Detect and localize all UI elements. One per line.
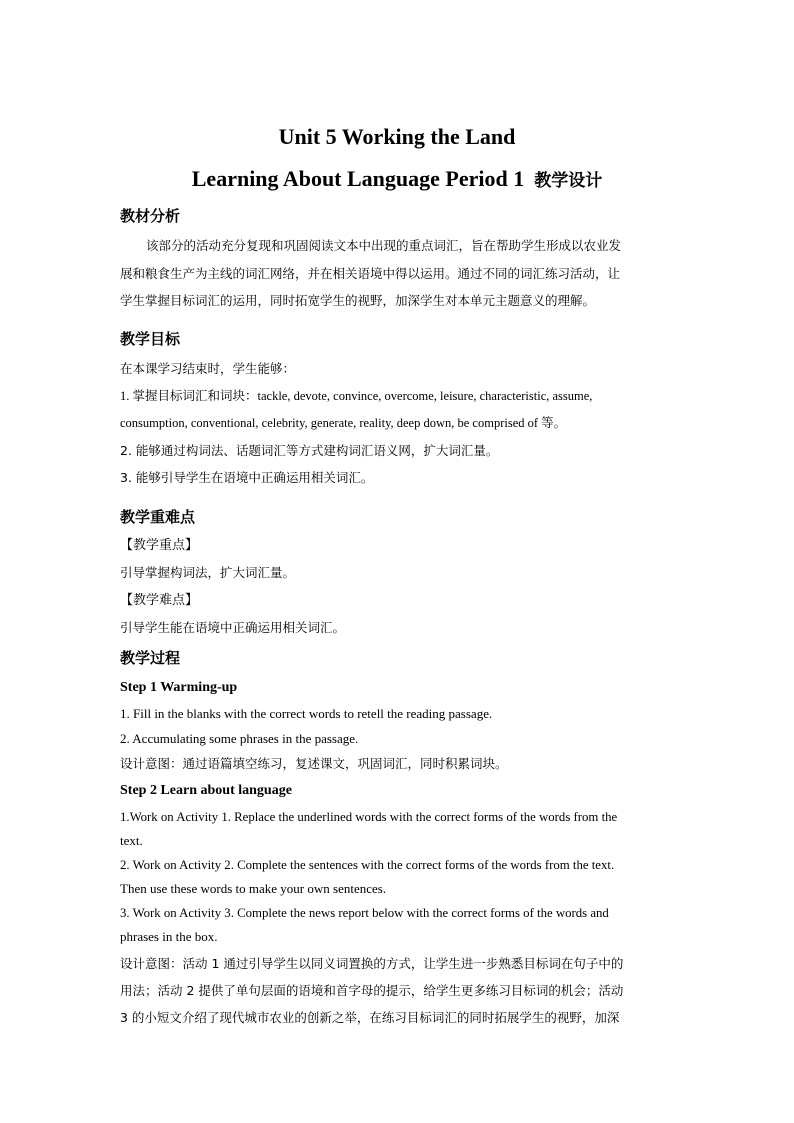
step-1-title: Step 1 Warming-up — [120, 680, 238, 695]
step-2-item-3-line-2: phrases in the box. — [120, 929, 218, 944]
difficult-points-text: 引导学生能在语境中正确运用相关词汇。 — [120, 620, 346, 635]
goal-item-2: 2. 能够通过构词法、话题词汇等方式建构词汇语义网，扩大词汇量。 — [120, 443, 499, 458]
heading-key-difficult-points: 教学重难点 — [120, 508, 196, 526]
analysis-line-1: 该部分的活动充分复现和巩固阅读文本中出现的重点词汇，旨在帮助学生形成以农业发 — [146, 238, 622, 253]
step-1-item-2: 2. Accumulating some phrases in the passage. — [120, 731, 359, 746]
step-2-item-2-line-1: 2. Work on Activity 2. Complete the sentences with the correct forms of the words from the text. — [120, 858, 615, 872]
goal-item-3: 3. 能够引导学生在语境中正确运用相关词汇。 — [120, 470, 374, 485]
step-2-item-2-line-2: Then use these words to make your own sentences. — [120, 881, 387, 896]
step-2-item-1-line-1: 1.Work on Activity 1. Replace the underlined words with the correct forms of the words from the — [120, 810, 618, 824]
goals-intro: 在本课学习结束时，学生能够： — [120, 361, 296, 376]
goal-item-1-line-1: 1. 掌握目标词汇和词块：tackle, devote, convince, overcome, leisure, characteristic, assume, — [120, 389, 593, 403]
step-2-item-1-line-2: text. — [120, 833, 143, 848]
step-2-intent-line-1: 设计意图：活动 1 通过引导学生以同义词置换的方式，让学生进一步熟悉目标词在句子中的 — [120, 956, 624, 971]
subtitle-chinese: 教学设计 — [534, 171, 603, 191]
analysis-line-2: 展和粮食生产为主线的词汇网络，并在相关语境中得以运用。通过不同的词汇练习活动，让 — [120, 266, 621, 281]
heading-material-analysis: 教材分析 — [120, 207, 181, 225]
document-title: Unit 5 Working the Land — [278, 124, 516, 149]
analysis-line-3: 学生掌握目标词汇的运用，同时拓宽学生的视野，加深学生对本单元主题意义的理解。 — [120, 293, 596, 308]
heading-teaching-goals: 教学目标 — [120, 330, 181, 348]
step-2-item-3-line-1: 3. Work on Activity 3. Complete the news report below with the correct forms of the words and — [120, 906, 609, 920]
heading-teaching-process: 教学过程 — [120, 649, 181, 667]
difficult-points-label: 【教学难点】 — [120, 593, 199, 608]
document-subtitle — [0, 166, 794, 194]
key-points-label: 【教学重点】 — [120, 538, 199, 553]
goal-item-1-line-2: consumption, conventional, celebrity, generate, reality, deep down, be comprised of 等。 — [120, 416, 567, 430]
subtitle-english: Learning About Language Period 1 — [191, 166, 525, 191]
step-2-title: Step 2 Learn about language — [120, 783, 292, 798]
step-1-item-1: 1. Fill in the blanks with the correct words to retell the reading passage. — [120, 706, 493, 721]
step-1-intent: 设计意图：通过语篇填空练习，复述课文，巩固词汇，同时积累词块。 — [120, 756, 508, 771]
step-2-intent-line-2: 用法；活动 2 提供了单句层面的语境和首字母的提示，给学生更多练习目标词的机会；活动 — [120, 983, 624, 998]
step-2-intent-line-3: 3 的小短文介绍了现代城市农业的创新之举，在练习目标词汇的同时拓展学生的视野，加深 — [120, 1010, 620, 1025]
key-points-text: 引导掌握构词法，扩大词汇量。 — [120, 565, 296, 580]
